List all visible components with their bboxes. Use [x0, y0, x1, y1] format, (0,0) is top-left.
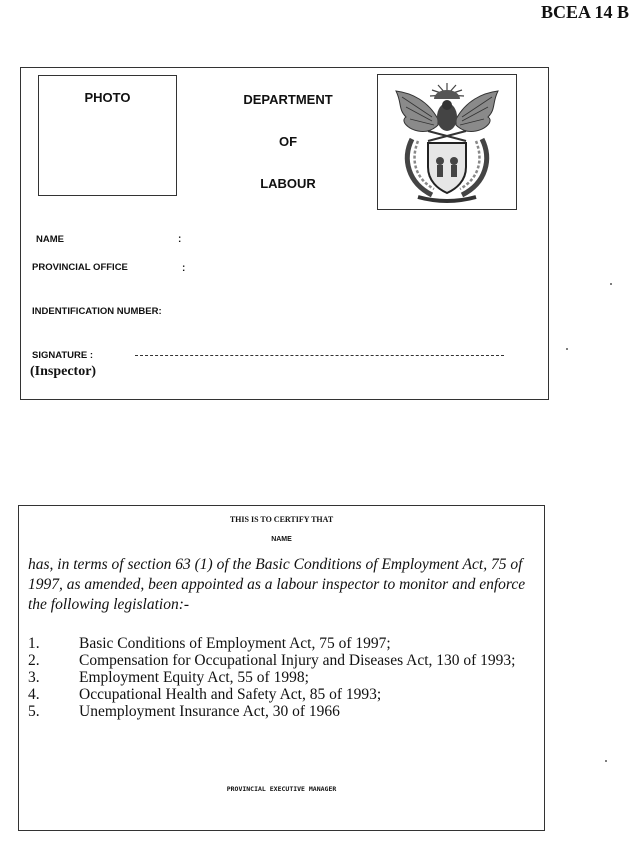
- scan-speck: [605, 760, 607, 762]
- coat-of-arms-box: [377, 74, 517, 210]
- photo-label: PHOTO: [84, 90, 131, 105]
- department-line-2: OF: [278, 134, 298, 149]
- provincial-office-label: PROVINCIAL OFFICE: [32, 262, 128, 273]
- list-item: [28, 703, 540, 720]
- list-item-number: 1.: [28, 635, 40, 652]
- list-item: [28, 635, 540, 652]
- certify-heading: THIS IS TO CERTIFY THAT: [229, 515, 334, 524]
- list-item: [28, 652, 540, 669]
- photo-box: [38, 75, 177, 196]
- name-label: NAME: [36, 234, 64, 245]
- identification-number-label: INDENTIFICATION NUMBER:: [32, 306, 162, 317]
- signatory-title: PROVINCIAL EXECUTIVE MANAGER: [226, 785, 337, 793]
- form-code: BCEA 14 B: [541, 2, 630, 22]
- coat-of-arms-icon: [388, 79, 506, 205]
- id-card-back: [18, 505, 545, 831]
- department-line-3: LABOUR: [260, 176, 316, 191]
- scan-speck: [566, 348, 568, 350]
- list-item: [28, 669, 540, 686]
- list-item-text: Basic Conditions of Employment Act, 75 of 1997;: [79, 635, 391, 652]
- list-item-number: 5.: [28, 703, 40, 720]
- appointment-statement: has, in terms of section 63 (1) of the Basic Conditions of Employment Act, 75 of 1997, as amended, been appointed as a labour inspector to monitor and enforce the following legislation:-: [28, 556, 526, 613]
- list-item-number: 2.: [28, 652, 40, 669]
- department-title: [217, 90, 359, 216]
- department-line-1: DEPARTMENT: [243, 92, 333, 107]
- list-item-number: 3.: [28, 669, 40, 686]
- scan-speck: [610, 283, 612, 285]
- id-card-front: [20, 67, 549, 400]
- list-item-text: Unemployment Insurance Act, 30 of 1966: [79, 703, 340, 720]
- name-colon: :: [178, 234, 182, 245]
- list-item-number: 4.: [28, 686, 40, 703]
- signature-line: [135, 355, 504, 356]
- list-item-text: Compensation for Occupational Injury and Diseases Act, 130 of 1993;: [79, 652, 516, 669]
- list-item-text: Occupational Health and Safety Act, 85 of 1993;: [79, 686, 382, 703]
- list-item-text: Employment Equity Act, 55 of 1998;: [79, 669, 309, 686]
- inspector-label: (Inspector): [30, 364, 97, 379]
- list-item: [28, 686, 540, 703]
- legislation-list: [28, 635, 540, 720]
- certified-name-label: NAME: [271, 536, 292, 543]
- signature-label: SIGNATURE :: [32, 350, 94, 361]
- provincial-office-colon: :: [182, 263, 186, 274]
